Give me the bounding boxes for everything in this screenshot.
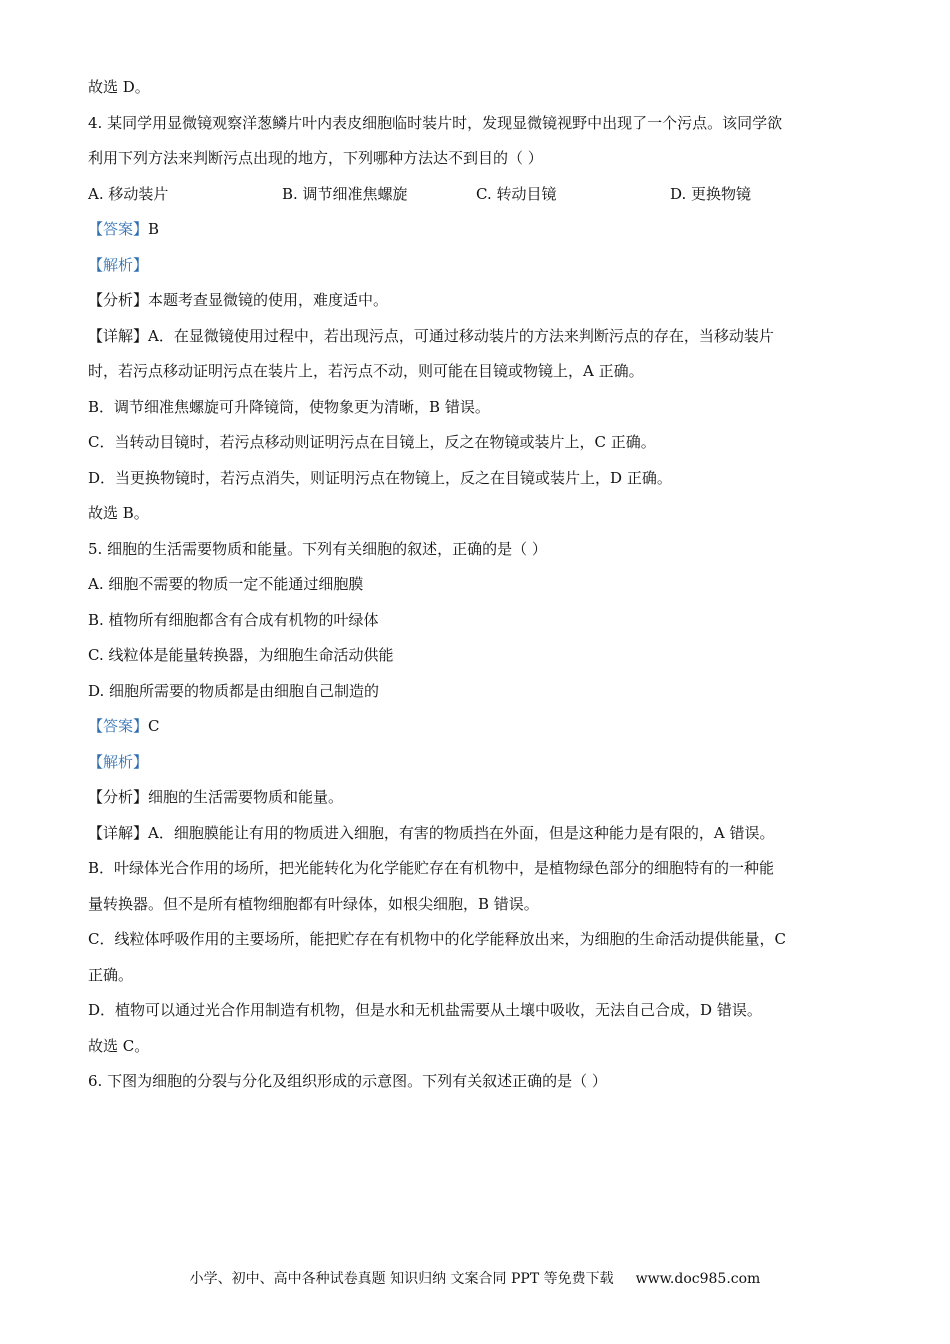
- answer-value: B: [148, 220, 160, 238]
- question-5-option-c: C. 线粒体是能量转换器，为细胞生命活动供能: [88, 646, 394, 664]
- question-4-analysis-tag: 【解析】: [88, 255, 149, 274]
- question-4-stem-line-1: 4. 某同学用显微镜观察洋葱鳞片叶内表皮细胞临时装片时，发现显微镜视野中出现了一个污点。该同学欲: [88, 113, 783, 132]
- question-4-stem-line-2: 利用下列方法来判断污点出现的地方，下列哪种方法达不到目的（ ）: [88, 149, 543, 167]
- answer-tag: 【答案】: [88, 220, 149, 238]
- conclusion-q4: 故选 B。: [88, 504, 149, 522]
- footer-text: 小学、初中、高中各种试卷真题 知识归纳 文案合同 PPT 等免费下载: [189, 1271, 614, 1287]
- option-a: A. 移动装片: [88, 184, 169, 203]
- footer-website[interactable]: www.doc985.com: [635, 1271, 761, 1287]
- question-6-stem: 6. 下图为细胞的分裂与分化及组织形成的示意图。下列有关叙述正确的是（ ）: [88, 1072, 607, 1090]
- question-4-detail-d: D．当更换物镜时，若污点消失，则证明污点在物镜上，反之在目镜或装片上，D 正确。: [88, 468, 672, 487]
- question-5-detail-b-line-2: 量转换器。但不是所有植物细胞都有叶绿体，如根尖细胞，B 错误。: [88, 894, 539, 913]
- question-5-answer: [88, 709, 868, 745]
- question-4-answer: [88, 212, 868, 248]
- question-4-detail-line-1: 【详解】A．在显微镜使用过程中，若出现污点，可通过移动装片的方法来判断污点的存在，当移动装片: [88, 326, 774, 345]
- answer-value: C: [148, 717, 160, 735]
- question-5-analysis-tag: 【解析】: [88, 752, 149, 771]
- question-5-detail-a: 【详解】A．细胞膜能让有用的物质进入细胞，有害的物质挡在外面，但是这种能力是有限的，A 错误。: [88, 823, 775, 842]
- option-c: C. 转动目镜: [476, 184, 557, 203]
- question-5-option-d: D. 细胞所需要的物质都是由细胞自己制造的: [88, 681, 380, 700]
- answer-tag: 【答案】: [88, 717, 149, 735]
- conclusion-q3: 故选 D。: [88, 78, 150, 96]
- option-d: D. 更换物镜: [670, 184, 752, 203]
- question-5-detail-c-line-1: C．线粒体呼吸作用的主要场所，能把贮存在有机物中的化学能释放出来，为细胞的生命活动提供能量，C: [88, 930, 786, 948]
- question-4-analysis: 【分析】本题考查显微镜的使用，难度适中。: [88, 291, 389, 309]
- page-footer: [0, 1268, 950, 1288]
- question-5-detail-c-line-2: 正确。: [88, 965, 134, 984]
- question-5-analysis: 【分析】细胞的生活需要物质和能量。: [88, 788, 344, 806]
- question-5-option-b: B. 植物所有细胞都含有合成有机物的叶绿体: [88, 610, 379, 629]
- document-page: [88, 70, 868, 1100]
- question-4-detail-b: B．调节细准焦螺旋可升降镜筒，使物象更为清晰，B 错误。: [88, 397, 490, 416]
- question-5-detail-d: D．植物可以通过光合作用制造有机物，但是水和无机盐需要从土壤中吸收，无法自己合成，D 错误。: [88, 1001, 762, 1019]
- question-5-stem: 5. 细胞的生活需要物质和能量。下列有关细胞的叙述，正确的是（ ）: [88, 539, 547, 558]
- option-b: B. 调节细准焦螺旋: [282, 184, 408, 203]
- conclusion-q5: 故选 C。: [88, 1036, 150, 1055]
- question-4-detail-c: C．当转动目镜时，若污点移动则证明污点在目镜上，反之在物镜或装片上，C 正确。: [88, 433, 656, 451]
- question-4-detail-line-2: 时，若污点移动证明污点在装片上，若污点不动，则可能在目镜或物镜上，A 正确。: [88, 362, 644, 380]
- question-4-options: [88, 177, 868, 213]
- question-5-detail-b-line-1: B．叶绿体光合作用的场所，把光能转化为化学能贮存在有机物中，是植物绿色部分的细胞特有的一种能: [88, 859, 775, 877]
- question-5-option-a: A. 细胞不需要的物质一定不能通过细胞膜: [88, 575, 364, 593]
